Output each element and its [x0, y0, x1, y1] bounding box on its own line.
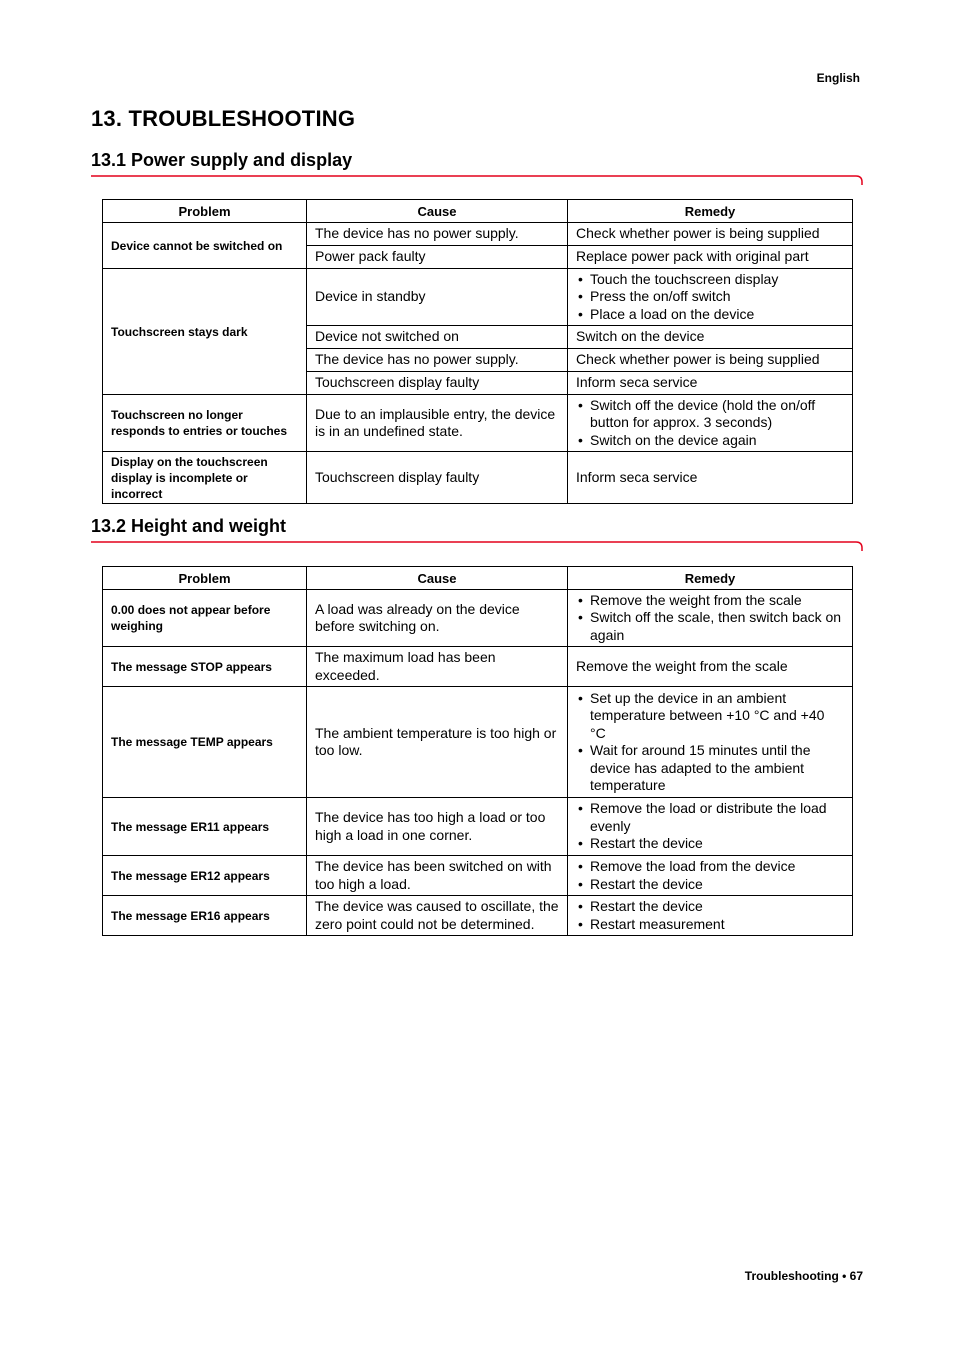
cause-cell: Device in standby — [307, 269, 568, 326]
problem-cell: The message ER16 appears — [103, 896, 307, 936]
remedy-cell: Check whether power is being supplied — [568, 349, 853, 372]
divider-line — [91, 175, 863, 187]
remedy-cell — [568, 269, 853, 326]
height-weight-table — [102, 566, 853, 936]
chapter-title: 13. TROUBLESHOOTING — [91, 106, 356, 131]
problem-cell: Device cannot be switched on — [103, 223, 307, 269]
section-title: 13.2 Height and weight — [91, 516, 287, 536]
page-footer: Troubleshooting • 67 — [744, 1269, 863, 1283]
language-label: English — [816, 71, 860, 85]
cause-cell: Due to an implausible entry, the device is in an undefined state. — [307, 395, 568, 452]
cause-cell: The device has no power supply. — [307, 349, 568, 372]
list-item: • Remove the load from the device — [576, 858, 844, 876]
section-divider — [91, 541, 863, 553]
cause-cell: Touchscreen display faulty — [307, 372, 568, 395]
remedy-cell — [568, 395, 853, 452]
table-row — [103, 798, 853, 856]
list-item: • Restart the device — [576, 876, 844, 894]
section-divider — [91, 175, 863, 187]
table-row — [103, 896, 853, 936]
list-item: • Switch on the device again — [576, 432, 844, 450]
remedy-list — [576, 690, 844, 795]
remedy-list — [576, 397, 844, 450]
table-row — [103, 452, 853, 504]
cause-cell: The ambient temperature is too high or too low. — [307, 687, 568, 798]
list-item: • Wait for around 15 minutes until the device has adapted to the ambient temperature — [576, 742, 844, 795]
problem-cell: The message STOP appears — [103, 647, 307, 687]
problem-cell: Touchscreen no longer responds to entries or touches — [103, 395, 307, 452]
remedy-cell: Inform seca service — [568, 452, 853, 504]
divider-line — [91, 541, 863, 553]
problem-cell: The message ER11 appears — [103, 798, 307, 856]
header-remedy: Remedy — [568, 567, 853, 590]
problem-cell: The message TEMP appears — [103, 687, 307, 798]
cause-cell: The maximum load has been exceeded. — [307, 647, 568, 687]
cause-cell: A load was already on the device before switching on. — [307, 590, 568, 647]
remedy-cell: Inform seca service — [568, 372, 853, 395]
table-row — [103, 269, 853, 326]
remedy-cell: Switch on the device — [568, 326, 853, 349]
list-item: • Restart measurement — [576, 916, 844, 934]
header-remedy: Remedy — [568, 200, 853, 223]
cause-cell: The device was caused to oscillate, the zero point could not be determined. — [307, 896, 568, 936]
problem-cell: 0.00 does not appear before weighing — [103, 590, 307, 647]
cause-cell: The device has been switched on with too high a load. — [307, 856, 568, 896]
remedy-list — [576, 858, 844, 893]
cause-cell: The device has no power supply. — [307, 223, 568, 246]
section-title: 13.1 Power supply and display — [91, 150, 353, 170]
remedy-cell: Remove the weight from the scale — [568, 647, 853, 687]
table-row — [103, 223, 853, 246]
list-item: • Remove the weight from the scale — [576, 592, 844, 610]
list-item: • Restart the device — [576, 835, 844, 853]
list-item: • Restart the device — [576, 898, 844, 916]
list-item: • Remove the load or distribute the load evenly — [576, 800, 844, 835]
remedy-list — [576, 271, 844, 324]
cause-cell: Power pack faulty — [307, 246, 568, 269]
list-item: • Switch off the scale, then switch back on again — [576, 609, 844, 644]
list-item: • Place a load on the device — [576, 306, 844, 324]
remedy-cell: Check whether power is being supplied — [568, 223, 853, 246]
cause-cell: The device has too high a load or too high a load in one corner. — [307, 798, 568, 856]
list-item: • Press the on/off switch — [576, 288, 844, 306]
remedy-cell — [568, 798, 853, 856]
remedy-cell — [568, 896, 853, 936]
table-row — [103, 687, 853, 798]
header-cause: Cause — [307, 200, 568, 223]
cause-cell: Touchscreen display faulty — [307, 452, 568, 504]
remedy-list — [576, 898, 844, 933]
table-row — [103, 395, 853, 452]
header-problem: Problem — [103, 200, 307, 223]
problem-cell: Display on the touchscreen display is incomplete or incorrect — [103, 452, 307, 504]
header-cause: Cause — [307, 567, 568, 590]
problem-cell: The message ER12 appears — [103, 856, 307, 896]
table-row — [103, 647, 853, 687]
table-row — [103, 856, 853, 896]
list-item: • Switch off the device (hold the on/off button for approx. 3 seconds) — [576, 397, 844, 432]
problem-cell: Touchscreen stays dark — [103, 269, 307, 395]
table-row — [103, 590, 853, 647]
remedy-cell — [568, 856, 853, 896]
remedy-cell — [568, 687, 853, 798]
remedy-cell — [568, 590, 853, 647]
remedy-list — [576, 592, 844, 645]
power-supply-table — [102, 199, 853, 504]
remedy-cell: Replace power pack with original part — [568, 246, 853, 269]
table-header-row — [103, 200, 853, 223]
table-header-row — [103, 567, 853, 590]
section-heading-power-supply — [91, 150, 863, 187]
cause-cell: Device not switched on — [307, 326, 568, 349]
section-heading-height-weight — [91, 516, 863, 553]
list-item: • Touch the touchscreen display — [576, 271, 844, 289]
remedy-list — [576, 800, 844, 853]
list-item: • Set up the device in an ambient temperature between +10 °C and +40 °C — [576, 690, 844, 743]
header-problem: Problem — [103, 567, 307, 590]
